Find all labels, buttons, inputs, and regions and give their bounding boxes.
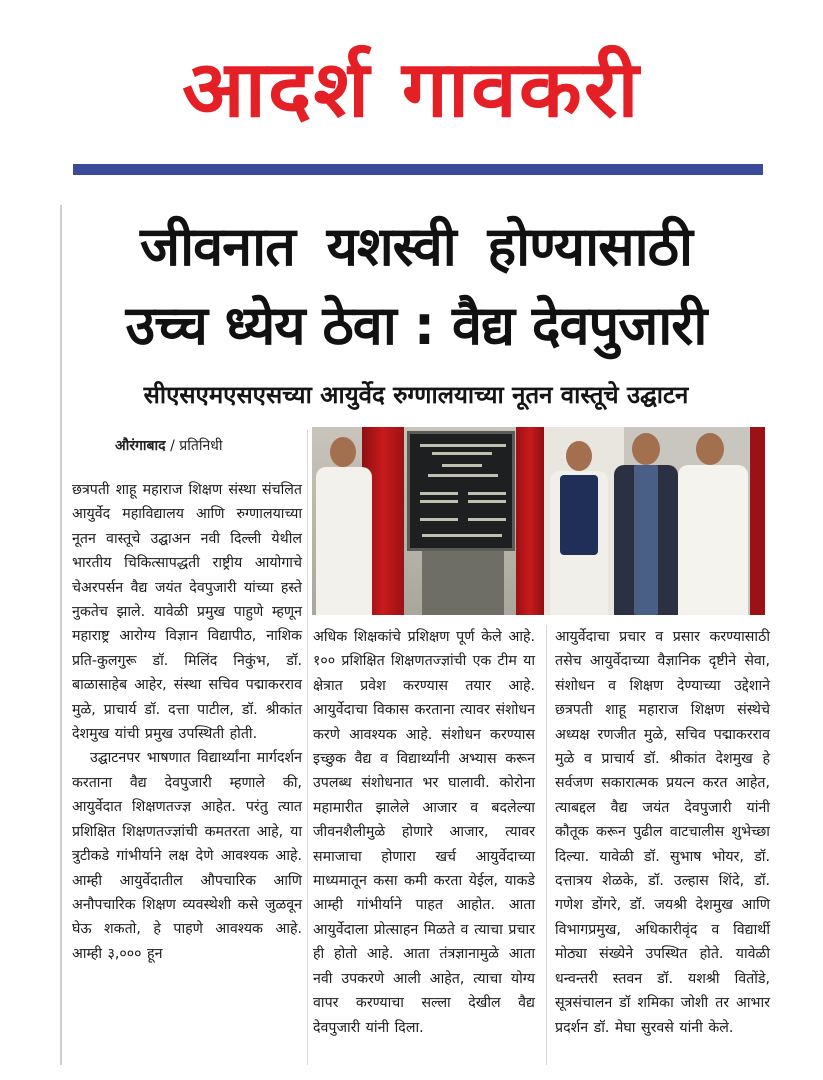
dateline-place: औरंगाबाद bbox=[115, 438, 166, 454]
masthead-rule bbox=[73, 164, 763, 175]
masthead bbox=[0, 40, 823, 150]
dateline-separator: / bbox=[170, 438, 175, 454]
paragraph: उद्घाटनपर भाषणात विद्यार्थ्यांना मार्गदर्शन करताना वैद्य देवपुजारी म्हणाले की, आयुर्वेदात शिक्षणतज्ज्ञ आहेत. परंतु त्यात प्रशिक्षित शिक्षणतज्ज्ञांची कमतरता आहे, या त्रुटीकडे गांभीर्याने लक्ष देणे आवश्यक आहे. आम्ही आयुर्वेदातील औपचारिक आणि अनौपचारिक शिक्षण व्यवस्थेशी कसे जुळवून घेऊ शकतो, हे पाहणे आवश्यक आहे. आम्ही ३,००० हून bbox=[72, 750, 302, 962]
plaque-stand bbox=[422, 551, 504, 615]
column-divider bbox=[307, 430, 308, 1065]
paragraph: आयुर्वेदाचा प्रचार व प्रसार करण्यासाठी तसेच आयुर्वेदाच्या वैज्ञानिक दृष्टीने सेवा, संशोधन व शिक्षण देण्याच्या उद्देशाने छत्रपती शाहू महाराज शिक्षण संस्थेचे अध्यक्ष रणजीत मुळे, सचिव पद्माकरराव मुळे व प्राचार्य डॉ. श्रीकांत देशमुख हे सर्वजण सकारात्मक प्रयत्न करत आहेत, त्याबद्दल वैद्य जयंत देवपुजारी यांनी कौतूक करून पुढील वाटचालीस शुभेच्छा दिल्या. यावेळी डॉ. सुभाष भोयर, डॉ. दत्तात्रय शेळके, डॉ. उल्हास शिंदे, डॉ. गणेश डोंगरे, डॉ. जयश्री देशमुख आणि विभागप्रमुख, अधिकारीवृंद व विद्यार्थी मोठ्या संख्येने उपस्थित होते. यावेळी धन्वन्तरी स्तवन डॉ. यशश्री वितोंडे, सूत्रसंचालन डॉ शमिका जोशी तर आभार प्रदर्शन डॉ. मेघा सुरवसे यांनी केले. bbox=[555, 629, 770, 1036]
inauguration-photo bbox=[312, 427, 765, 615]
article-column-2 bbox=[313, 625, 535, 1065]
article-column-1 bbox=[72, 478, 302, 1068]
article-border bbox=[60, 205, 62, 1065]
dateline bbox=[115, 436, 222, 456]
subheadline: सीएसएमएसएसच्या आयुर्वेद रुग्णालयाच्या नूतन वास्तूचे उद्घाटन bbox=[143, 381, 689, 409]
article-column-3 bbox=[555, 625, 770, 1065]
paragraph: छत्रपती शाहू महाराज शिक्षण संस्था संचलित आयुर्वेद महाविद्यालय आणि रुग्णालयाच्या नूतन वास्तूचे उद्घाअन नवी दिल्ली येथील भारतीय चिकित्सापद्धती राष्ट्रीय आयोगाचे चेअरपर्सन वैद्य जयंत देवपुजारी यांच्या हस्ते नुकतेच झाले. यावेळी प्रमुख पाहुणे म्हणून महाराष्ट्र आरोग्य विज्ञान विद्यापीठ, नाशिक प्रति-कुलगुरू डॉ. मिलिंद निकुंभ, डॉ. बाळासाहेब आहेर, संस्था सचिव पद्माकरराव मुळे, प्राचार्य डॉ. दत्ता पाटील, डॉ. श्रीकांत देशमुख यांची प्रमुख उपस्थिती होती. bbox=[72, 482, 302, 743]
column-divider bbox=[546, 625, 547, 1065]
headline-line-1: जीवनात यशस्वी होण्यासाठी bbox=[140, 215, 692, 278]
masthead-title: आदर्श गावकरी bbox=[182, 45, 641, 135]
red-curtain bbox=[750, 427, 765, 615]
inauguration-plaque bbox=[407, 431, 515, 551]
red-curtain bbox=[516, 427, 544, 615]
paragraph: अधिक शिक्षकांचे प्रशिक्षण पूर्ण केले आहे. १०० प्रशिक्षित शिक्षणतज्ज्ञांची एक टीम या क्षेत्रात प्रवेश करण्यास तयार आहे. आयुर्वेदाचा विकास करताना त्यावर संशोधन करणे आवश्यक आहे. संशोधन करण्यास इच्छुक वैद्य व विद्यार्थ्यांनी अभ्यास करून उपलब्ध संशोधनात भर घालावी. कोरोना महामारीत झालेले आजार व बदलेल्या जीवनशैलीमुळे होणारे आजार, त्यावर समाजाचा होणारा खर्च आयुर्वेदाच्या माध्यमातून कसा कमी करता येईल, याकडे आम्ही गांभीर्याने पाहत आहोत. आता आयुर्वेदाला प्रोत्साहन मिळते व त्याचा प्रचार ही होतो आहे. आता तंत्रज्ञानामुळे आता नवी उपकरणे आली आहेत, त्याचा योग्य वापर करण्याचा सल्ला देखील वैद्य देवपुजारी यांनी दिला. bbox=[313, 629, 535, 1036]
dateline-source: प्रतिनिधी bbox=[179, 438, 223, 454]
headline-line-2: उच्च ध्येय ठेवा : वैद्य देवपुजारी bbox=[125, 294, 707, 357]
